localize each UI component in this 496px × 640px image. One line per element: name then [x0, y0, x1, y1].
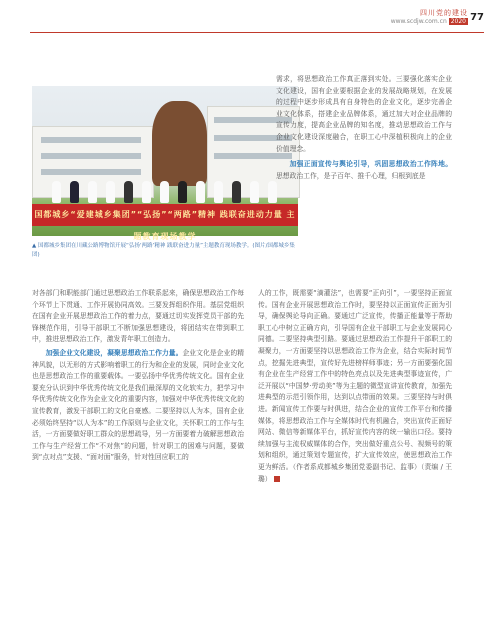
year-badge: 2020 — [450, 18, 466, 25]
right-paragraph: 人的工作，既需要“滴灌法”，也需要“正向引”，一要坚持正面宣传。国有企业开展思想政治工作时，要坚持以正面宣传正面为引导，确保舆论导向正确。要通过广泛宣传，传播正能量等于帮助职工心中树立正确方向，引导国有企业干部职工与企业发展同心同德。二要坚持典型引路。要通过思想政治工作提升干部职工的凝聚力，一方面要坚持以思想政治工作为企业，结合实际时间节点，挖掘先进典型，宣传好先进榜样师事迹；另一方面要强化国有企业在生产经营工作中的特色亮点以及先进典型事迹宣传，广泛开展以“中国梦·劳动美”等为主题的微型宣讲宣传教育，加强先进典型的示范引领作用，达到以点带面的效果。三要坚持与时俱进。新闻宣传工作要与时俱进，结合企业的宣传工作平台和传播媒体，将思想政治工作与全媒体时代有机融合，突出宣传正面好网站、微信等新媒体平台，抓好宣传内容的统一输出口径。要持续加强与主流权威媒体的合作，突出做好重点公号、视频号的策划和组织，通过策划专题宣传，扩大宣传效应，使思想政治工作更为鲜活。（作者系成都城乡集团党委副书记、监事）（责编 / 王璐） — [258, 289, 452, 483]
page-header — [391, 8, 468, 25]
right-top-column — [276, 74, 452, 182]
left-paragraph-1: 对各部门和职能部门通过思想政治工作联系起来，确保思想政治工作每个环节上下贯通、工作开展协同高效。三要发挥组织作用。基层党组织在国有企业开展思想政治工作的着力点，要通过切实发挥党员干部的先锋模范作用，引导干部职工不断加强思想建设，将团结实在带到职工中，推进思想政治工作，激发青年职工创造力。 — [32, 289, 244, 344]
header-rule — [30, 32, 484, 33]
photo-caption: ▲ 国都城乡集团在川藏公路博物馆开展“弘扬‘两路’精神 践联奋进力量”主题教育现场教学。(图片/国都城乡集团) — [32, 243, 295, 258]
url-text: www.scdjw.com.cn — [390, 18, 447, 25]
group-photo — [32, 86, 298, 241]
left-column — [32, 288, 244, 464]
magazine-title: 四川党的建设 — [420, 9, 468, 17]
website-url — [391, 18, 468, 25]
left-section-heading: 加强企业文化建设，凝聚思想政治工作力量。 — [45, 348, 183, 357]
end-mark-icon — [274, 476, 280, 482]
right-bottom-column — [258, 288, 452, 485]
left-paragraph-2: 企业文化是企业的精神风貌，以无形的方式影响着职工的行为和企业的发展，同时企业文化也是思想政治工作的重要载体。一要弘扬中华优秀传统文化。国有企业要充分认识到中华优秀传统文化是我们最深厚的文化软实力，把学习中华优秀传统文化作为企业文化的重要内容，加强对中华优秀传统文化的宣传教育，激发干部职工的文化自豪感。二要坚持以人为本，国有企业必须始终坚持“以人为本”的工作原则与企业文化，关怀职工的工作与生活，一方面要做好职工群众的思想疏导，另一方面要着力破解思想政治工作与生产经营工作“不对焦”的问题，针对职工的困难与问题，要做到“点对点”支援、“面对面”服务，针对性回应职工的 — [32, 348, 245, 462]
right-section-heading: 加强正面宣传与舆论引导，巩固思想政治工作阵地。 — [289, 160, 452, 169]
bronze-statue — [152, 101, 207, 186]
right-top-paragraph: 需求，将思想政治工作真正落到实处。三要强化落实企业文化建设，国有企业要根据企业的发展战略规划，在发展的过程中逐步形成具有自身特色的企业文化，逐步完善企业文化体系，搭建企业品牌体系，通过加大对企业品牌的宣传力度，提高企业品牌的知名度，推动思想政治工作与企业文化建设深度融合，在职工心中深植积极向上的企业价值理念。 — [276, 75, 452, 153]
red-banner: 国都城乡“爱建城乡集团”“弘扬”“两路”精神 践联奋进动力量 主题教育现场教学 — [32, 204, 298, 226]
page-number: 77 — [470, 12, 484, 23]
right-heading-tail: 思想政治工作，是子百年、推千心理，归根到底是 — [276, 171, 426, 180]
